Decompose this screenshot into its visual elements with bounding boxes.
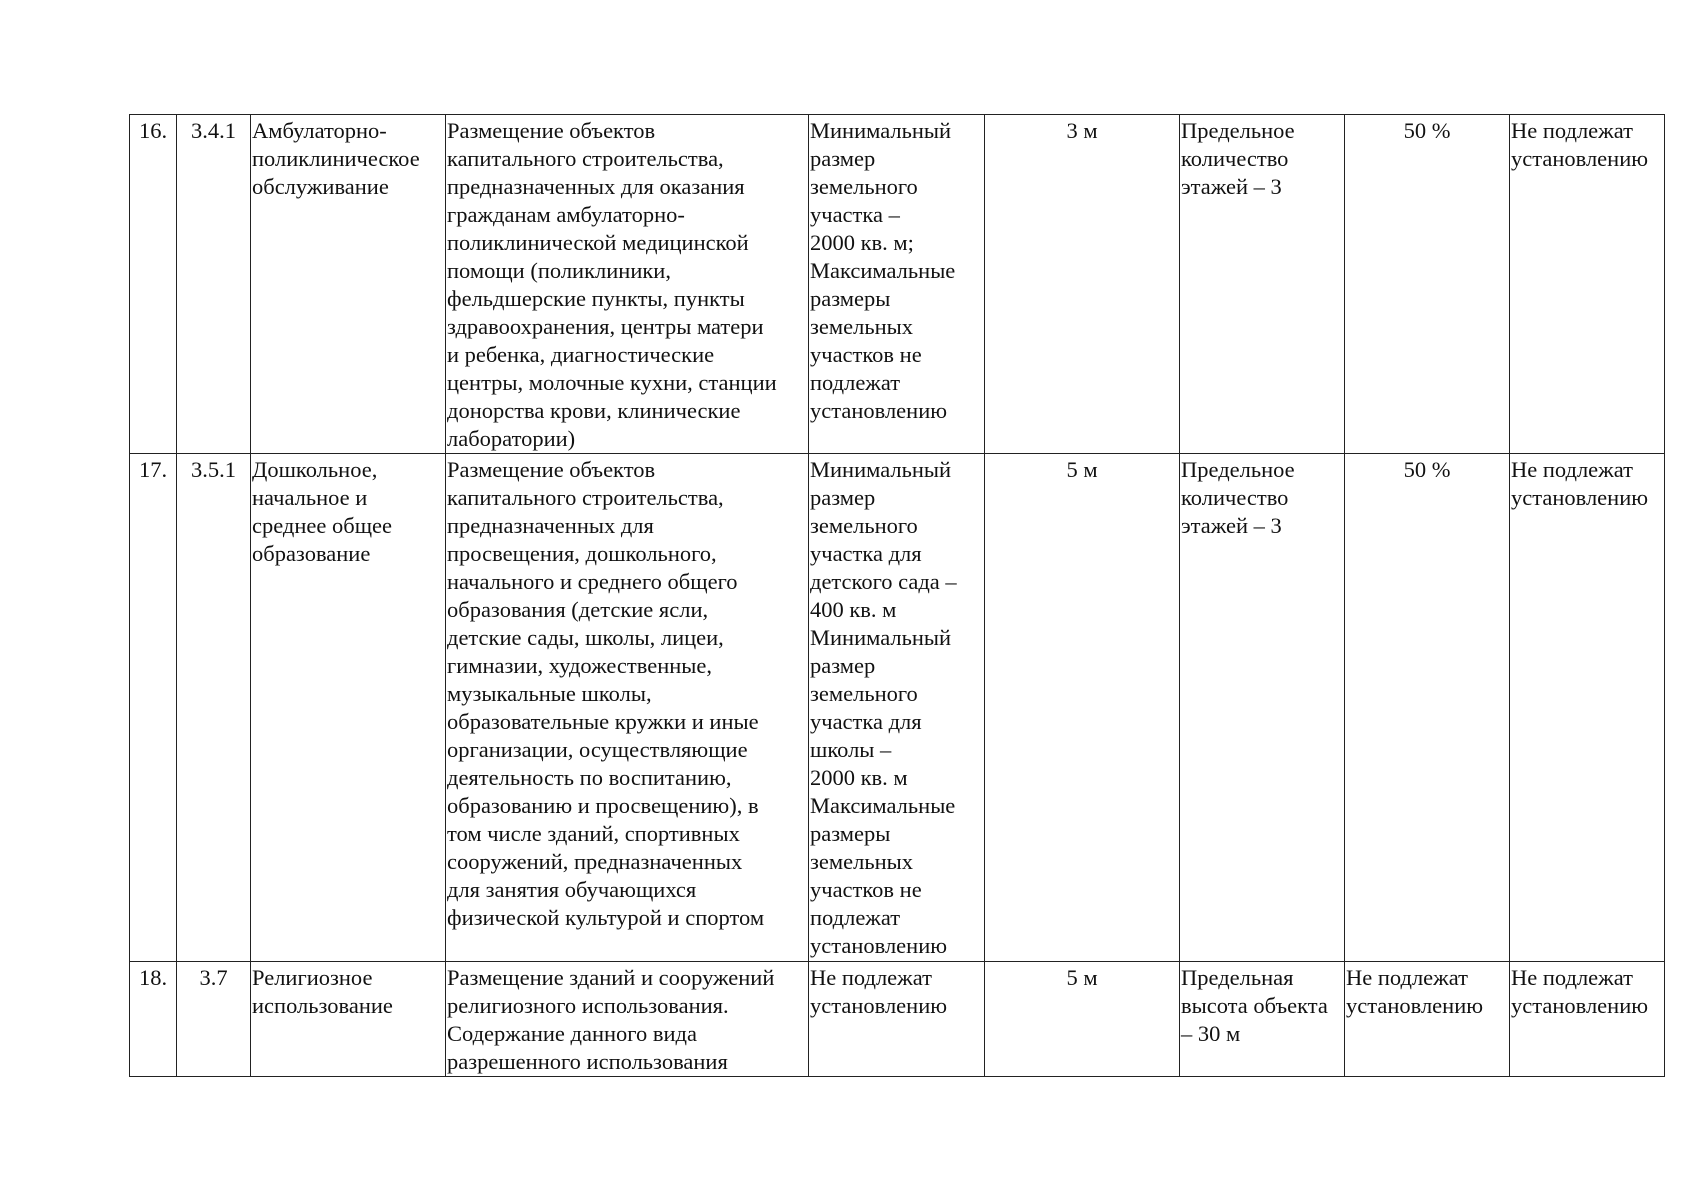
- max-coverage: Не подлежат установлению: [1345, 962, 1510, 1077]
- use-name: Дошкольное, начальное и среднее общее образование: [251, 454, 446, 962]
- plot-size-limits: Не подлежат установлению: [809, 962, 985, 1077]
- other-parameters: Не подлежат установлению: [1510, 454, 1665, 962]
- min-setback: 5 м: [985, 454, 1180, 962]
- plot-size-limits: Минимальный размер земельного участка для детского сада – 400 кв. м Минимальный размер земельного участка для школы – 2000 кв. м Максимальные размеры земельных участков не подлежат установлению: [809, 454, 985, 962]
- plot-size-limits: Минимальный размер земельного участка – 2000 кв. м; Максимальные размеры земельных участков не подлежат установлению: [809, 115, 985, 454]
- use-code: 3.7: [177, 962, 251, 1077]
- floor-height-limit: Предельное количество этажей – 3: [1180, 454, 1345, 962]
- table-row: [130, 962, 1665, 1077]
- use-code: 3.5.1: [177, 454, 251, 962]
- land-use-regulations-table: [129, 114, 1665, 1077]
- table-row: [130, 115, 1665, 454]
- max-coverage: 50 %: [1345, 115, 1510, 454]
- use-description: Размещение объектов капитального строительства, предназначенных для просвещения, дошкольного, начального и среднего общего образования (детские ясли, детские сады, школы, лицеи, гимназии, художественные, музыкальные школы, образовательные кружки и иные организации, осуществляющие деятельность по воспитанию, образованию и просвещению), в том числе зданий, спортивных сооружений, предназначенных для занятия обучающихся физической культурой и спортом: [446, 454, 809, 962]
- other-parameters: Не подлежат установлению: [1510, 962, 1665, 1077]
- use-code: 3.4.1: [177, 115, 251, 454]
- min-setback: 3 м: [985, 115, 1180, 454]
- use-description: Размещение зданий и сооружений религиозного использования. Содержание данного вида разрешенного использования: [446, 962, 809, 1077]
- row-number: 18.: [130, 962, 177, 1077]
- min-setback: 5 м: [985, 962, 1180, 1077]
- other-parameters: Не подлежат установлению: [1510, 115, 1665, 454]
- max-coverage: 50 %: [1345, 454, 1510, 962]
- row-number: 16.: [130, 115, 177, 454]
- use-name: Религиозное использование: [251, 962, 446, 1077]
- floor-height-limit: Предельная высота объекта – 30 м: [1180, 962, 1345, 1077]
- use-description: Размещение объектов капитального строительства, предназначенных для оказания гражданам амбулаторно- поликлинической медицинской помощи (поликлиники, фельдшерские пункты, пункты здравоохранения, центры матери и ребенка, диагностические центры, молочные кухни, станции донорства крови, клинические лаборатории): [446, 115, 809, 454]
- table-row: [130, 454, 1665, 962]
- use-name: Амбулаторно- поликлиническое обслуживание: [251, 115, 446, 454]
- floor-height-limit: Предельное количество этажей – 3: [1180, 115, 1345, 454]
- row-number: 17.: [130, 454, 177, 962]
